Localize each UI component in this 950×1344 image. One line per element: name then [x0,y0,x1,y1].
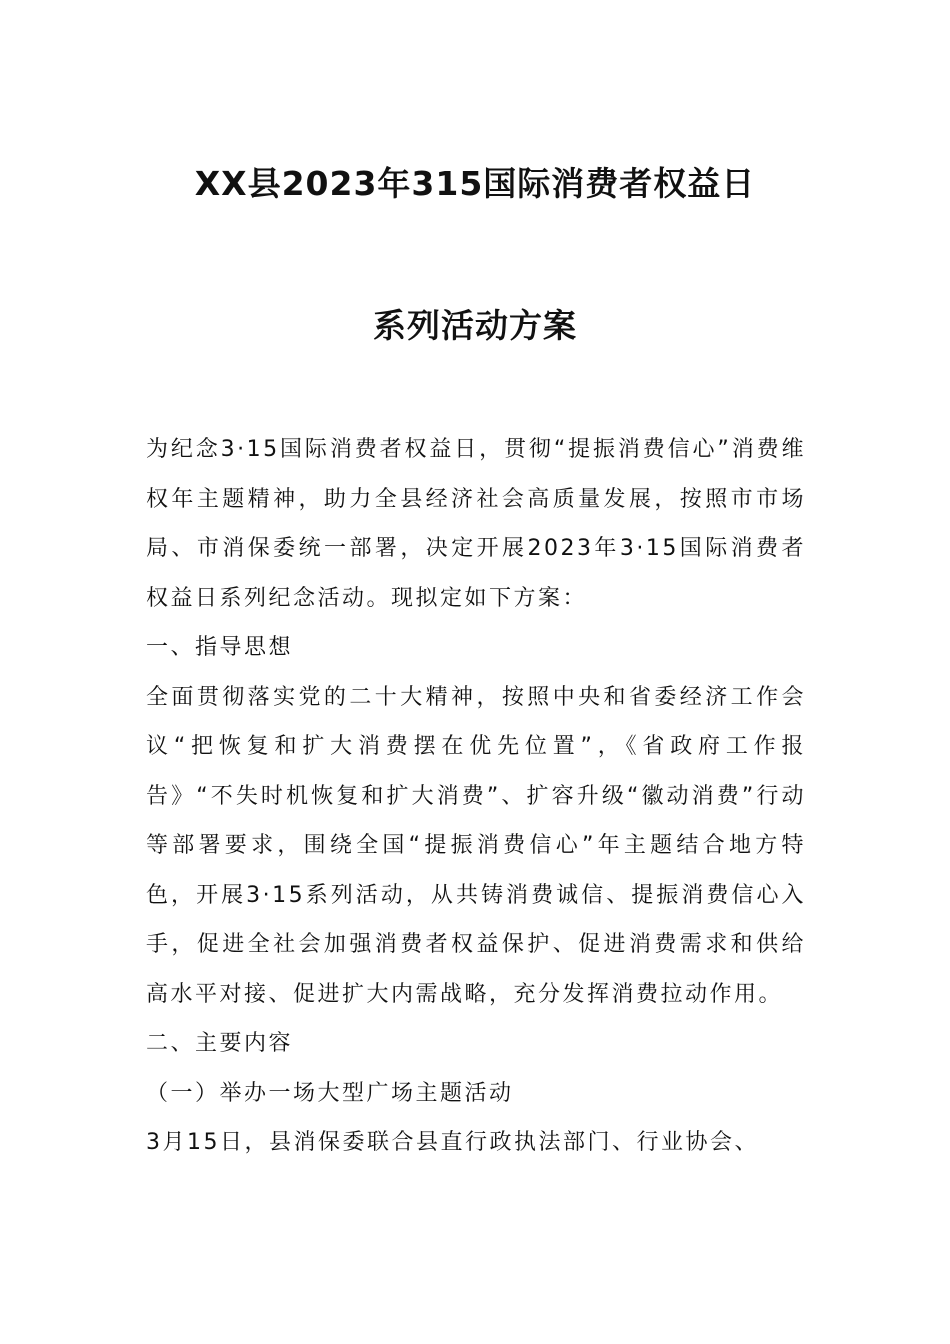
square-event-paragraph: 3月15日，县消保委联合县直行政执法部门、行业协会、 [146,1130,759,1155]
guiding-ideology-paragraph: 全面贯彻落实党的二十大精神，按照中央和省委经济工作会议“把恢复和扩大消费摆在优先位置”，《省政府工作报告》“不失时机恢复和扩大消费”、扩容升级“徽动消费”行动等部署要求，围绕全国“提振消费信心”年主题结合地方特色，开展3·15系列活动，从共铸消费诚信、提振消费信心入手，促进全社会加强消费者权益保护、促进消费需求和供给高水平对接、促进扩大内需战略，充分发挥消费拉动作用。 [146,684,806,1007]
document-title-line-1: XX县2023年315国际消费者权益日 [194,164,756,203]
intro-paragraph: 为纪念3·15国际消费者权益日，贯彻“提振消费信心”消费维权年主题精神，助力全县经济社会高质量发展，按照市市场局、市消保委统一部署，决定开展2023年3·15国际消费者权益日系列纪念活动。现拟定如下方案： [146,437,806,611]
document-title-line-2: 系列活动方案 [373,306,577,345]
section-heading-guiding-ideology: 一、指导思想 [146,635,294,660]
subsection-heading-square-event: （一）举办一场大型广场主题活动 [146,1080,514,1106]
document-body [146,425,806,1168]
section-heading-main-content: 二、主要内容 [146,1031,294,1056]
